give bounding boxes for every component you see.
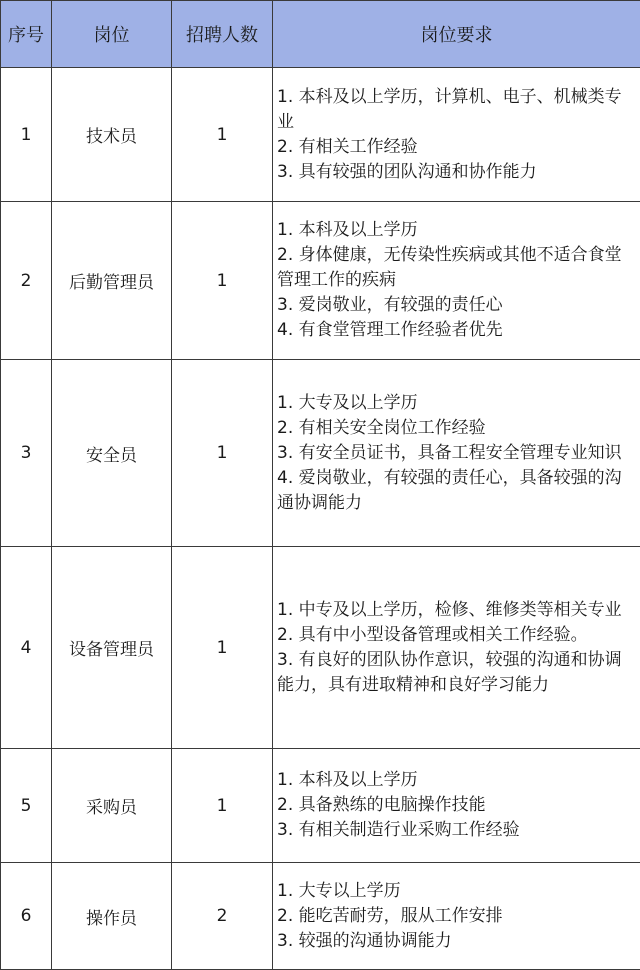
- table-row: [1, 68, 640, 202]
- requirement-line: 1. 本科及以上学历: [277, 218, 634, 243]
- table-row: [1, 202, 640, 360]
- row-count: 2: [172, 863, 273, 970]
- requirement-line: 2. 具有中小型设备管理或相关工作经验。: [277, 623, 634, 648]
- row-count: 1: [172, 547, 273, 749]
- row-index: 5: [1, 749, 52, 863]
- requirement-line: 3. 具有较强的团队沟通和协作能力: [277, 160, 634, 185]
- requirement-line: 1. 本科及以上学历: [277, 768, 634, 793]
- row-requirements: [273, 202, 640, 360]
- requirement-line: 3. 有良好的团队协作意识，较强的沟通和协调能力，具有进取精神和良好学习能力: [277, 648, 634, 698]
- table-row: [1, 749, 640, 863]
- row-requirements: [273, 360, 640, 547]
- row-position: 技术员: [52, 68, 172, 202]
- requirement-line: 4. 有食堂管理工作经验者优先: [277, 318, 634, 343]
- row-index: 1: [1, 68, 52, 202]
- row-count: 1: [172, 360, 273, 547]
- row-requirements: [273, 749, 640, 863]
- header-position: 岗位: [52, 1, 172, 68]
- row-index: 3: [1, 360, 52, 547]
- row-position: 采购员: [52, 749, 172, 863]
- row-position: 操作员: [52, 863, 172, 970]
- row-count: 1: [172, 749, 273, 863]
- header-row: [1, 1, 640, 68]
- row-requirements: [273, 547, 640, 749]
- table-row: [1, 547, 640, 749]
- requirement-line: 3. 较强的沟通协调能力: [277, 929, 634, 954]
- row-index: 4: [1, 547, 52, 749]
- row-count: 1: [172, 68, 273, 202]
- requirement-line: 3. 有相关制造行业采购工作经验: [277, 818, 634, 843]
- header-count: 招聘人数: [172, 1, 273, 68]
- header-requirements: 岗位要求: [273, 1, 640, 68]
- requirement-line: 2. 身体健康，无传染性疾病或其他不适合食堂管理工作的疾病: [277, 243, 634, 293]
- row-count: 1: [172, 202, 273, 360]
- row-index: 2: [1, 202, 52, 360]
- requirement-line: 2. 能吃苦耐劳，服从工作安排: [277, 904, 634, 929]
- requirement-line: 1. 大专及以上学历: [277, 391, 634, 416]
- requirement-line: 2. 有相关安全岗位工作经验: [277, 416, 634, 441]
- row-position: 后勤管理员: [52, 202, 172, 360]
- requirement-line: 1. 中专及以上学历，检修、维修类等相关专业: [277, 598, 634, 623]
- requirement-line: 1. 本科及以上学历，计算机、电子、机械类专业: [277, 85, 634, 135]
- row-position: 设备管理员: [52, 547, 172, 749]
- requirement-line: 4. 爱岗敬业，有较强的责任心，具备较强的沟通协调能力: [277, 466, 634, 516]
- table-row: [1, 360, 640, 547]
- requirement-line: 3. 有安全员证书，具备工程安全管理专业知识: [277, 441, 634, 466]
- table-row: [1, 863, 640, 970]
- row-requirements: [273, 68, 640, 202]
- requirement-line: 1. 大专以上学历: [277, 879, 634, 904]
- header-index: 序号: [1, 1, 52, 68]
- row-requirements: [273, 863, 640, 970]
- requirement-line: 2. 具备熟练的电脑操作技能: [277, 793, 634, 818]
- requirement-line: 3. 爱岗敬业，有较强的责任心: [277, 293, 634, 318]
- requirement-line: 2. 有相关工作经验: [277, 135, 634, 160]
- row-index: 6: [1, 863, 52, 970]
- row-position: 安全员: [52, 360, 172, 547]
